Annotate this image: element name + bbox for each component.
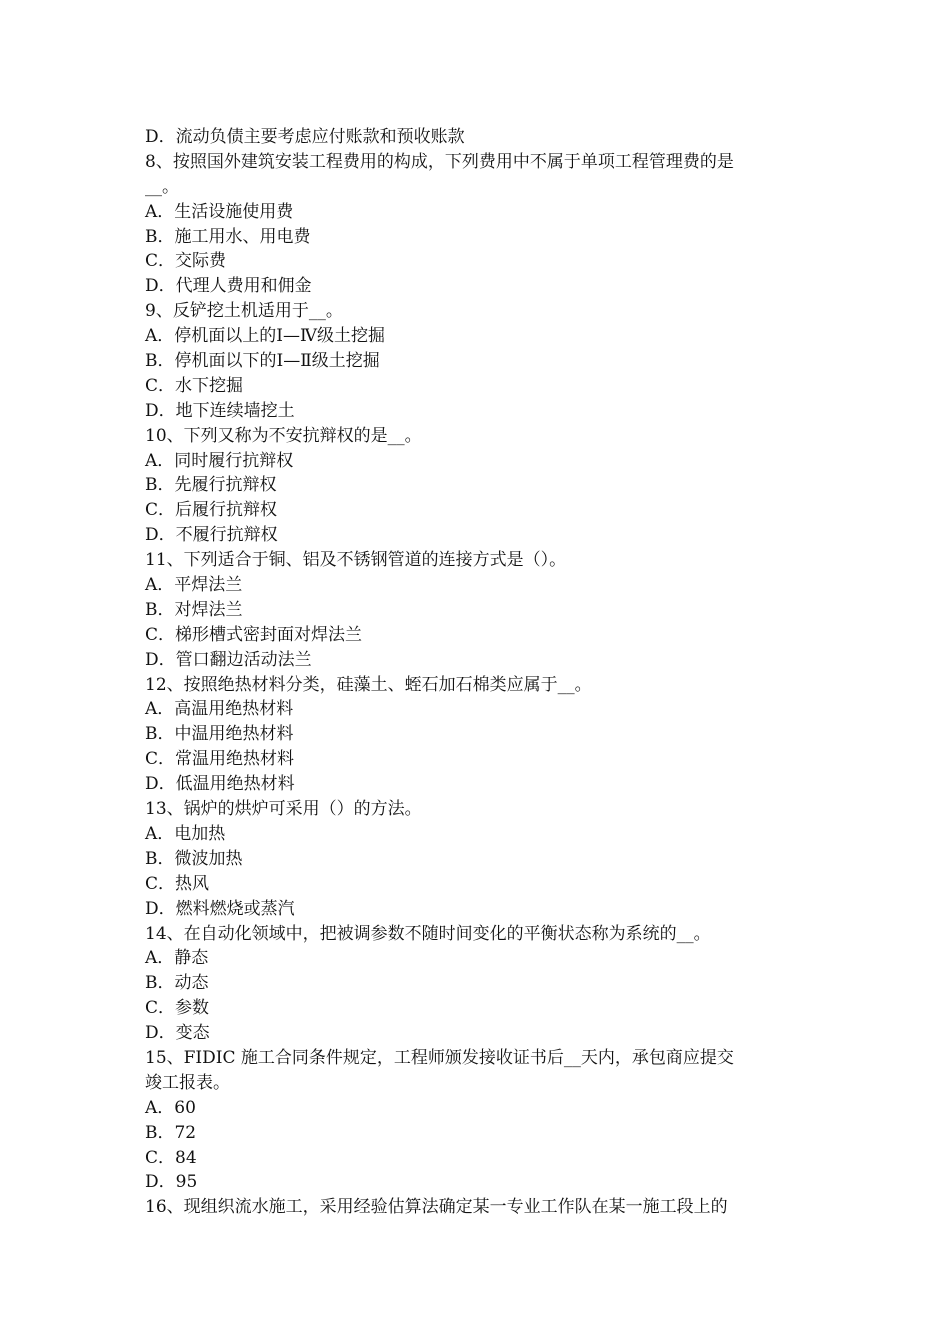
option-line: A．平焊法兰 bbox=[145, 575, 243, 596]
option-line: D．不履行抗辩权 bbox=[145, 525, 278, 546]
option-line: D．地下连续墙挖土 bbox=[145, 400, 295, 421]
question-line: 11、下列适合于铜、铝及不锈钢管道的连接方式是（）。 bbox=[145, 550, 567, 571]
option-line: D．流动负债主要考虑应付账款和预收账款 bbox=[145, 127, 465, 147]
option-line: C．84 bbox=[145, 1147, 197, 1168]
option-line: C．梯形槽式密封面对焊法兰 bbox=[145, 624, 363, 645]
option-line: B．施工用水、用电费 bbox=[145, 226, 311, 247]
option-line: D．低温用绝热材料 bbox=[145, 774, 295, 795]
option-line: C．后履行抗辩权 bbox=[145, 500, 278, 521]
option-line: B．72 bbox=[145, 1122, 197, 1143]
option-line: A．停机面以上的Ⅰ—Ⅳ级土挖掘 bbox=[145, 326, 385, 347]
option-line: B．中温用绝热材料 bbox=[145, 724, 294, 745]
option-line: C．参数 bbox=[145, 998, 210, 1019]
option-line: C．热风 bbox=[145, 873, 210, 894]
option-line: C．交际费 bbox=[145, 251, 227, 272]
option-line: D．95 bbox=[145, 1172, 198, 1193]
question-line: 10、下列又称为不安抗辩权的是__。 bbox=[145, 425, 422, 446]
option-line: A．高温用绝热材料 bbox=[145, 699, 294, 720]
option-line: A．同时履行抗辩权 bbox=[145, 450, 294, 471]
option-line: C．常温用绝热材料 bbox=[145, 749, 295, 770]
question-line: 15、FIDIC 施工合同条件规定，工程师颁发接收证书后__天内，承包商应提交 bbox=[145, 1047, 734, 1068]
option-line: B．停机面以下的Ⅰ—Ⅱ级土挖掘 bbox=[145, 351, 380, 372]
question-line: 9、反铲挖土机适用于__。 bbox=[145, 301, 343, 322]
option-line: D．管口翻边活动法兰 bbox=[145, 649, 312, 670]
option-line: D．代理人费用和佣金 bbox=[145, 276, 312, 297]
option-line: B．动态 bbox=[145, 973, 209, 994]
question-line: 14、在自动化领域中，把被调参数不随时间变化的平衡状态称为系统的__。 bbox=[145, 923, 711, 944]
question-line: 13、锅炉的烘炉可采用（）的方法。 bbox=[145, 799, 422, 820]
option-line: B．先履行抗辩权 bbox=[145, 475, 277, 496]
option-line: D．燃料燃烧或蒸汽 bbox=[145, 898, 295, 919]
document-body bbox=[145, 125, 815, 1220]
option-line: B．对焊法兰 bbox=[145, 599, 243, 620]
question-line-continued: 竣工报表。 bbox=[145, 1072, 230, 1093]
option-line: A．静态 bbox=[145, 948, 209, 969]
question-line: 8、按照国外建筑安装工程费用的构成，下列费用中不属于单项工程管理费的是 bbox=[145, 151, 734, 172]
option-line: A．60 bbox=[145, 1097, 196, 1118]
question-line: 12、按照绝热材料分类，硅藻土、蛭石加石棉类应属于__。 bbox=[145, 674, 592, 695]
option-line: C．水下挖掘 bbox=[145, 375, 244, 396]
option-line: D．变态 bbox=[145, 1023, 210, 1044]
option-line: A．电加热 bbox=[145, 823, 226, 844]
question-line: 16、现组织流水施工，采用经验估算法确定某一专业工作队在某一施工段上的 bbox=[145, 1197, 728, 1218]
option-line: B．微波加热 bbox=[145, 848, 243, 869]
question-line-continued: __。 bbox=[145, 176, 179, 197]
option-line: A．生活设施使用费 bbox=[145, 201, 294, 222]
